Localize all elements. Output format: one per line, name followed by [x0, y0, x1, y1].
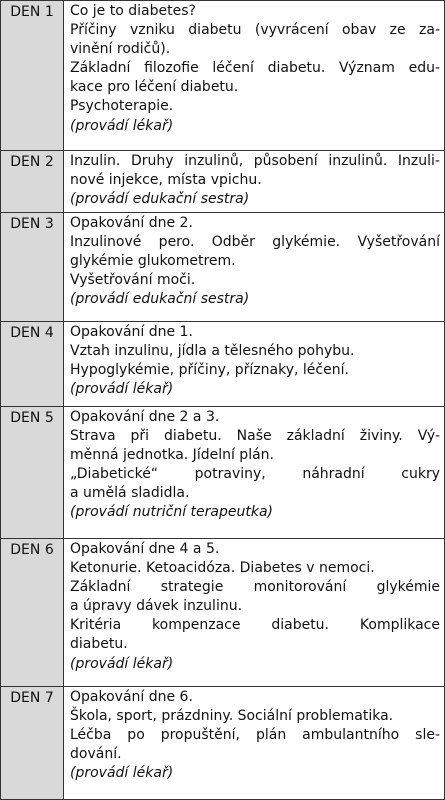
content-line: diabetu. — [70, 636, 128, 653]
responsible-person-note: (provádí lékař) — [70, 117, 174, 134]
content-line: Základní filozofie léčení diabetu. Význam edu- — [70, 60, 440, 77]
content-line: Kritéria kompenzace diabetu. Komplikace — [70, 617, 440, 634]
content-line: měnná jednotka. Jídelní plán. — [70, 447, 274, 464]
content-line: kace pro léčení diabetu. — [70, 79, 239, 96]
day-label: DEN 5 — [1, 407, 64, 538]
content-line: Opakování dne 6. — [70, 689, 193, 705]
day-label: DEN 1 — [1, 1, 64, 150]
content-line: Opakování dne 2. — [70, 215, 193, 231]
day-content — [64, 687, 444, 799]
day-content — [64, 213, 444, 321]
day-content — [64, 407, 444, 538]
content-line: Opakování dne 1. — [70, 324, 193, 340]
day-label: DEN 2 — [1, 151, 64, 212]
responsible-person-note: (provádí lékař) — [70, 765, 174, 782]
content-line: Co je to diabetes? — [70, 3, 196, 19]
content-line: Vztah inzulinu, jídla a tělesného pohybu. — [70, 343, 355, 360]
content-line: Opakování dne 2 a 3. — [70, 409, 220, 425]
content-line: Hypoglykémie, příčiny, příznaky, léčení. — [70, 362, 349, 379]
day-label: DEN 6 — [1, 539, 64, 686]
content-line: Inzulin. Druhy inzulinů, působení inzulinů. Inzuli- — [70, 153, 440, 169]
day-content — [64, 322, 444, 406]
table-row-day-5 — [1, 406, 444, 538]
table-row-day-4 — [1, 321, 444, 406]
content-line: Inzulinové pero. Odběr glykémie. Vyšetřování — [70, 234, 440, 251]
content-line: Příčiny vzniku diabetu (vyvrácení obav ze za- — [70, 22, 440, 39]
table-row-day-7 — [1, 686, 444, 799]
table-row-day-6 — [1, 538, 444, 686]
content-line: vinění rodičů). — [70, 41, 171, 58]
responsible-person-note: (provádí nutriční terapeutka) — [70, 504, 273, 521]
table-row-day-2 — [1, 150, 444, 212]
content-line: a úpravy dávek inzulinu. — [70, 598, 243, 615]
content-line: Základní strategie monitorování glykémie — [70, 579, 440, 596]
content-line: „Diabetické“ potraviny, náhradní cukry — [70, 466, 440, 483]
table-row-day-1 — [1, 1, 444, 150]
responsible-person-note: (provádí lékař) — [70, 381, 174, 398]
content-line: nové injekce, místa vpichu. — [70, 172, 262, 189]
content-line: Psychoterapie. — [70, 98, 174, 115]
content-line: dování. — [70, 746, 122, 763]
content-line: a umělá sladidla. — [70, 485, 190, 502]
table-row-day-3 — [1, 212, 444, 321]
content-line: Škola, sport, prázdniny. Sociální problematika. — [70, 708, 394, 725]
content-line: Opakování dne 4 a 5. — [70, 541, 220, 557]
content-line: Ketonurie. Ketoacidóza. Diabetes v nemoci. — [70, 560, 375, 577]
day-content — [64, 539, 444, 686]
day-content — [64, 1, 444, 150]
day-label: DEN 4 — [1, 322, 64, 406]
responsible-person-note: (provádí lékař) — [70, 655, 174, 672]
day-content — [64, 151, 444, 212]
day-label: DEN 7 — [1, 687, 64, 799]
content-line: Vyšetřování moči. — [70, 272, 196, 289]
responsible-person-note: (provádí edukační sestra) — [70, 291, 250, 308]
responsible-person-note: (provádí edukační sestra) — [70, 191, 250, 208]
content-line: Léčba po propuštění, plán ambulantního sle- — [70, 727, 440, 744]
content-line: glykémie glukometrem. — [70, 253, 236, 270]
day-label: DEN 3 — [1, 213, 64, 321]
content-line: Strava při diabetu. Naše základní živiny. Vý- — [70, 428, 440, 445]
